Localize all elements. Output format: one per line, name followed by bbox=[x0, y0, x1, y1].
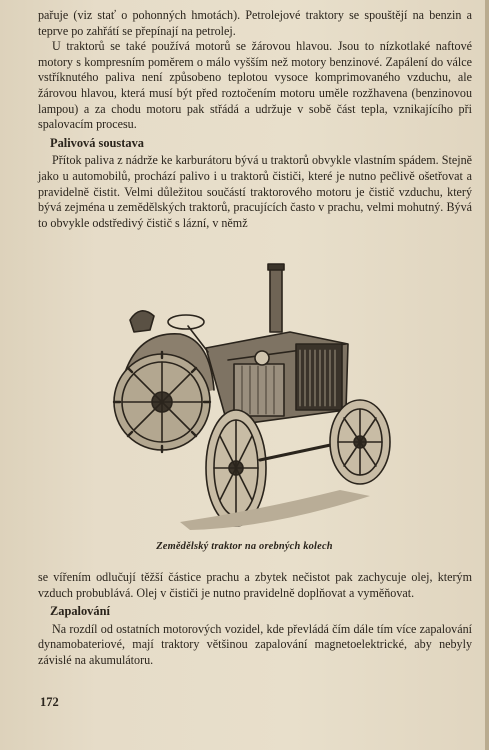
page-number: 172 bbox=[40, 695, 59, 709]
paragraph: Přítok paliva z nádrže ke karburátoru bývá u traktorů obvykle vlastním spádem. Stejně jako u automobilů, prochází palivo i u traktorů čističi, které je nutno pečlivě ošetřovat a pravidelně čistit. Velmi důležitou součástí traktorového motoru je čistič vzduchu, který bývá zejména u zemědělských traktorů, pracujících často v prachu, velmi mohutný. Bývá to obvykle odstředivý čistič s lázní, v němž bbox=[38, 153, 472, 230]
page-edge bbox=[485, 0, 489, 750]
paragraph: Na rozdíl od ostatních motorových vozidel, kde převládá čím dále tím více zapalování dynamobateriové, mají traktory většinou zapalování magnetoelektrické, aby nebyly závislé na akumulátoru. bbox=[38, 621, 472, 667]
paragraph: U traktorů se také používá motorů se žárovou hlavou. Jsou to nízkotlaké naftové motory s kompresním poměrem o málo vyšším než motory benzinové. Zapálení do válce vstříknutého paliva není způsobeno teplotou vysoce komprimovaného vzduchu, ale žárovou hlavou, která musí být před roztočením motoru uměle rozžhavena (benzinovou lampou) a za chodu motoru pak střádá a udržuje v sobě část tepla, vznikajícího při spalovacím procesu. bbox=[38, 39, 472, 132]
paragraph: pařuje (viz stať o pohonných hmotách). Petrolejové traktory se spouštějí na benzin a teprve po zahřátí se přepínají na petrolej. bbox=[38, 8, 472, 38]
section-heading: Zapalování bbox=[50, 604, 110, 619]
text-block-top bbox=[38, 8, 472, 231]
text-block-bottom bbox=[38, 570, 472, 669]
paragraph: se vířením odlučují těžší částice prachu a zbytek nečistot pak zachycuje olej, kterým vzduch probublává. Olej v čističi je nutno pravidelně doplňovat a vyměňovat. bbox=[38, 570, 472, 600]
figure-caption: Zemědělský traktor na orebných kolech bbox=[156, 541, 333, 552]
section-heading: Palivová soustava bbox=[50, 135, 144, 150]
tractor-illustration bbox=[110, 260, 400, 535]
